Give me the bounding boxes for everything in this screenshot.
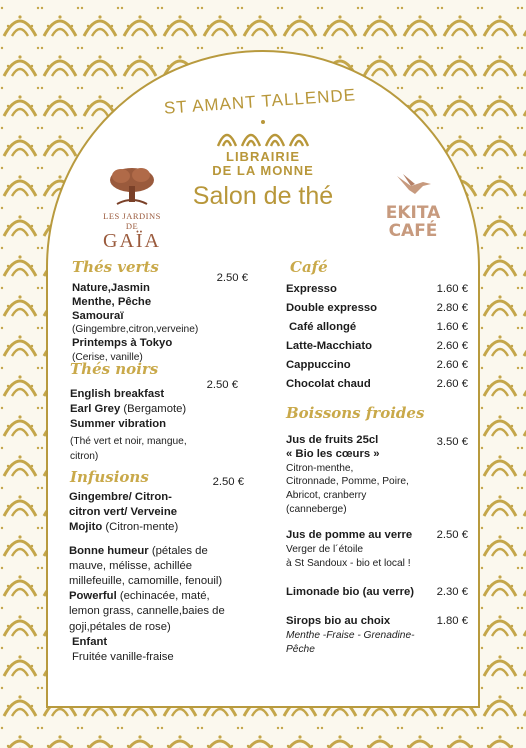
summer-description-2: citron): [70, 451, 99, 462]
summer-description-1: (Thé vert et noir, mangue,: [70, 436, 187, 447]
jus-fruits-description: (canneberge): [286, 503, 347, 515]
ekita-cafe-logo: [378, 172, 448, 240]
bonne-humeur-description: millefeuille, camomille, fenouil): [69, 575, 223, 588]
cafe-item-name: Cappuccino: [286, 359, 351, 371]
infusion-item: Enfant: [72, 635, 108, 648]
jus-pomme-block: [286, 529, 426, 570]
jus-fruits-description: Abricot, cranberry: [286, 490, 367, 502]
cafe-item-row: [286, 356, 468, 375]
powerful-description: (echinacée, maté,: [116, 590, 210, 603]
thes-noirs-item: English breakfast: [70, 388, 165, 400]
hummingbird-icon: [393, 172, 433, 200]
thes-verts-list: [72, 282, 272, 365]
sirops-description: Pêche: [286, 643, 315, 655]
tree-icon: [107, 166, 157, 206]
thes-verts-item: Samouraï: [72, 309, 124, 322]
ekita-logo-line-1: EKITA: [385, 203, 441, 223]
jus-fruits-subtitle: « Bio les cœurs »: [286, 447, 380, 460]
thes-verts-item: Nature,Jasmin: [72, 282, 150, 294]
price-limonade: 2.30 €: [436, 586, 468, 598]
infusions-list: [69, 490, 284, 665]
cafe-item-price: 2.60 €: [436, 359, 468, 371]
cafe-item-price: 2.60 €: [436, 340, 468, 352]
mojito-description: (Citron-mente): [102, 521, 179, 534]
cafe-item-row: [286, 299, 468, 318]
location-arc-text: ST AMANT TALLENDE: [163, 85, 357, 118]
section-title-boissons-froides: Boissons froides: [286, 404, 425, 422]
librairie-line-2: DE LA MONNE: [212, 163, 314, 178]
infusion-item: Mojito: [69, 521, 103, 534]
limonade-item: Limonade bio (au verre): [286, 586, 415, 598]
printemps-description: (Cerise, vanille): [72, 351, 143, 363]
cafe-item-price: 2.60 €: [436, 378, 468, 390]
sirops-title: Sirops bio au choix: [286, 615, 391, 627]
thes-noirs-item: Earl Grey: [70, 403, 121, 415]
cafe-item-name: Double expresso: [286, 302, 378, 314]
cafe-item-price: 1.60 €: [436, 321, 468, 333]
price-sirops: 1.80 €: [436, 615, 468, 627]
section-title-cafe: Café: [290, 258, 328, 276]
cafe-item-row: [286, 375, 468, 394]
gaia-logo-line-1: LES JARDINS DE: [103, 211, 161, 231]
section-title-thes-noirs: Thés noirs: [70, 360, 159, 378]
enfant-description: Fruitée vanille-fraise: [72, 651, 174, 664]
ekita-logo-line-2: CAFÉ: [388, 221, 438, 241]
jus-fruits-title: Jus de fruits 25cl: [286, 434, 379, 446]
jus-pomme-title: Jus de pomme au verre: [286, 529, 413, 541]
sirops-block: [286, 615, 436, 656]
librairie-logo-icon: [213, 118, 313, 148]
samourai-description: (Gingembre,citron,verveine): [72, 324, 199, 336]
price-jus-pomme: 2.50 €: [436, 529, 468, 541]
cafe-item-price: 2.80 €: [436, 302, 468, 314]
section-title-thes-verts: Thés verts: [72, 258, 159, 276]
thes-verts-item: Printemps à Tokyo: [72, 337, 173, 350]
thes-verts-item: Menthe, Pêche: [72, 295, 152, 308]
cafe-item-name: Expresso: [286, 283, 337, 295]
infusion-item: Powerful: [69, 590, 117, 603]
jus-pomme-description: Verger de l´étoile: [286, 543, 364, 555]
infusion-item: Bonne humeur: [69, 544, 149, 557]
librairie-title: [190, 150, 336, 178]
cafe-item-row: [286, 318, 468, 337]
infusion-item: citron vert/ Verveine: [69, 506, 177, 519]
jardins-gaia-logo: [96, 166, 168, 251]
powerful-description: goji,pétales de rose): [69, 620, 171, 633]
jus-fruits-description: Citronnade, Pomme, Poire,: [286, 476, 409, 488]
sirops-description: Menthe -Fraise - Grenadine-: [286, 629, 415, 641]
section-title-infusions: Infusions: [70, 468, 149, 486]
price-thes-verts: 2.50 €: [216, 272, 248, 284]
price-infusions: 2.50 €: [212, 476, 244, 488]
jus-fruits-description: Citron-menthe,: [286, 462, 354, 474]
earl-description: (Bergamote): [120, 403, 187, 415]
price-thes-noirs: 2.50 €: [206, 379, 238, 391]
cafe-item-row: [286, 337, 468, 356]
gaia-logo-line-2: GAÏA: [103, 230, 161, 252]
cafe-item-row: [286, 280, 468, 299]
bonne-humeur-description: mauve, mélisse, achillée: [69, 559, 193, 572]
price-jus-fruits: 3.50 €: [436, 436, 468, 448]
bonne-humeur-description: (pétales de: [148, 544, 208, 557]
jus-fruits-block: [286, 434, 426, 517]
cafe-item-name: Chocolat chaud: [286, 378, 371, 390]
thes-noirs-item: Summer vibration: [70, 418, 167, 430]
salon-title: Salon de thé: [192, 182, 334, 210]
cafe-item-name: Café allongé: [289, 321, 357, 333]
cafe-list: [286, 280, 468, 394]
jus-pomme-description: à St Sandoux - bio et local !: [286, 557, 411, 569]
cafe-item-price: 1.60 €: [436, 283, 468, 295]
powerful-description: lemon grass, cannelle,baies de: [69, 605, 225, 618]
thes-noirs-list: [70, 387, 260, 464]
cafe-item-name: Latte-Macchiato: [286, 340, 372, 352]
infusion-item: Gingembre/ Citron-: [69, 491, 172, 503]
librairie-line-1: LIBRAIRIE: [226, 149, 300, 164]
